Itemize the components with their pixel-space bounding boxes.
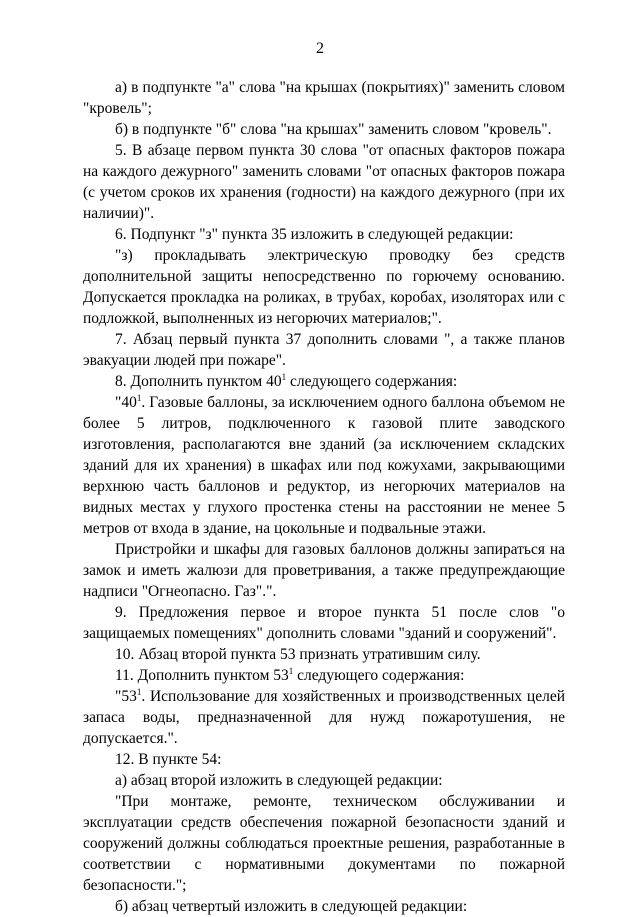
- paragraph: б) абзац четвертый изложить в следующей редакции:: [115, 898, 468, 915]
- document-body: [83, 77, 565, 917]
- paragraph: [83, 665, 565, 686]
- paragraph: 5. В абзаце первом пункта 30 слова "от опасных факторов пожара на каждого дежурного" заменить словами "от опасных факторов пожара (с учетом сроков их хранения (годности) на каждого дежурного (при их наличии)".: [83, 142, 565, 222]
- superscript: 1: [281, 372, 287, 382]
- paragraph-text: 11. Дополнить пунктом 53: [115, 667, 289, 684]
- superscript: 1: [288, 666, 294, 676]
- paragraph: а) в подпункте "а" слова "на крышах (покрытиях)" заменить словом "кровель";: [83, 79, 565, 117]
- paragraph: [83, 392, 565, 539]
- paragraph-text: . Газовые баллоны, за исключением одного баллона объемом не более 5 литров, подключенного к газовой плите заводского изготовления, располагаются вне зданий (за исключением складских зданий для их хранения) в шкафах или под кожухами, закрывающими верхнюю часть баллонов и редуктор, из негорючих материалов на видных местах у глухого простенка стены на расстоянии не менее 5 метров от входа в здание, на цокольные и подвальные этажи.: [83, 394, 565, 537]
- paragraph: [83, 371, 565, 392]
- paragraph: 10. Абзац второй пункта 53 признать утратившим силу.: [115, 646, 481, 663]
- paragraph-text: следующего содержания:: [286, 373, 458, 390]
- paragraph-text: 8. Дополнить пунктом 40: [115, 373, 282, 390]
- paragraph-text: "53: [115, 688, 137, 705]
- paragraph: "з) прокладывать электрическую проводку без средств дополнительной защиты непосредственно по горючему основанию. Допускается прокладка на роликах, в трубах, коробах, изоляторах или с подложкой, выполненных из негорючих материалов;".: [83, 247, 565, 327]
- paragraph: 6. Подпункт "з" пункта 35 изложить в следующей редакции:: [115, 226, 514, 243]
- paragraph: Пристройки и шкафы для газовых баллонов должны запираться на замок и иметь жалюзи для проветривания, а также предупреждающие надписи "Огнеопасно. Газ".".: [83, 541, 565, 600]
- superscript: 1: [136, 687, 142, 697]
- paragraph-text: "40: [115, 394, 137, 411]
- paragraph: 7. Абзац первый пункта 37 дополнить словами ", а также планов эвакуации людей при пожаре".: [83, 331, 565, 369]
- paragraph: а) абзац второй изложить в следующей редакции:: [115, 772, 443, 789]
- paragraph-text: . Использование для хозяйственных и производственных целей запаса воды, предназначенной для нужд пожаротушения, не допускается.".: [83, 688, 565, 747]
- superscript: 1: [136, 393, 142, 403]
- paragraph: "При монтаже, ремонте, техническом обслуживании и эксплуатации средств обеспечения пожарной безопасности зданий и сооружений должны соблюдаться проектные решения, разработанные в соответствии с нормативными документами по пожарной безопасности.";: [83, 793, 565, 894]
- paragraph: 9. Предложения первое и второе пункта 51 после слов "о защищаемых помещениях" дополнить словами "зданий и сооружений".: [83, 604, 565, 642]
- page-number: 2: [316, 40, 324, 57]
- paragraph-text: следующего содержания:: [293, 667, 465, 684]
- paragraph: [83, 686, 565, 749]
- paragraph: б) в подпункте "б" слова "на крышах" заменить словом "кровель".: [115, 121, 552, 138]
- paragraph: 12. В пункте 54:: [115, 751, 222, 768]
